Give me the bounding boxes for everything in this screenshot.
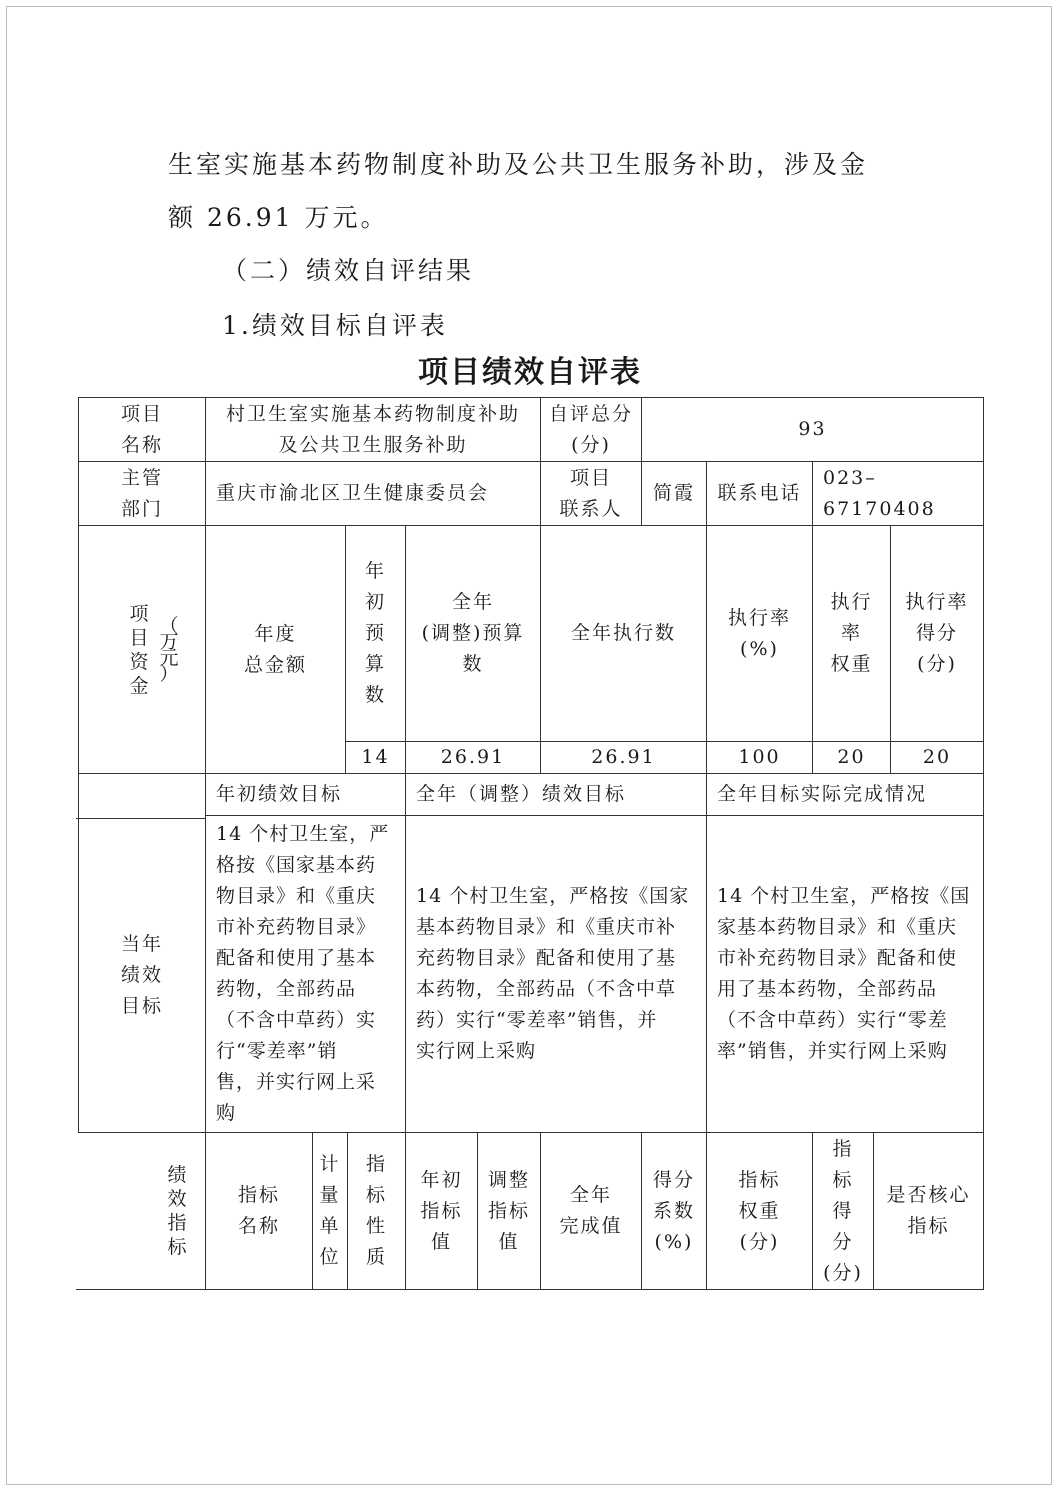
initial-value-header: 年初 指标 值 bbox=[420, 1168, 463, 1253]
subsection-heading: 1.绩效目标自评表 bbox=[222, 311, 448, 340]
exec-score-label: 执行率 得分 (分) bbox=[905, 591, 969, 675]
gridline bbox=[983, 397, 984, 1290]
exec-weight-label: 执行 率 权重 bbox=[830, 591, 873, 675]
adjusted-goal-header: 全年（调整）绩效目标 bbox=[416, 783, 627, 805]
completed-value-header: 全年 完成值 bbox=[559, 1184, 623, 1237]
indicators-label: 绩 效 指 标 bbox=[167, 1164, 189, 1258]
funds-label: 项 目 资 金 bbox=[129, 602, 151, 697]
initial-budget-label: 年 初 预 算 数 bbox=[364, 560, 386, 706]
indicator-unit-header: 计 量 单 位 bbox=[319, 1153, 341, 1268]
paragraph-line-1: 生室实施基本药物制度补助及公共卫生服务补助，涉及金 bbox=[168, 150, 869, 179]
exec-rate-value: 100 bbox=[738, 746, 781, 768]
contact-value: 简霞 bbox=[652, 482, 695, 504]
actual-goal-text: 14 个村卫生室，严格按《国 家基本药物目录》和《重庆 市补充药物目录》配备和使 用了基本药物，全部药品 （不含中草药）实行“零差 率”销售，并实行网上采购 bbox=[717, 885, 971, 1062]
actual-goal-header: 全年目标实际完成情况 bbox=[717, 783, 928, 805]
project-name-value: 村卫生室实施基本药物制度补助 及公共卫生服务补助 bbox=[225, 402, 520, 456]
gridline bbox=[205, 1289, 984, 1290]
executed-value: 26.91 bbox=[591, 746, 656, 768]
initial-goal-header: 年初绩效目标 bbox=[216, 783, 343, 805]
adjusted-value-header: 调整 指标 值 bbox=[487, 1168, 530, 1253]
exec-score-value: 20 bbox=[922, 746, 952, 768]
phone-value: 023–67170408 bbox=[823, 466, 936, 520]
score-coef-header: 得分 系数 (%) bbox=[652, 1168, 695, 1253]
total-score-value: 93 bbox=[798, 418, 827, 440]
adjusted-budget-label: 全年 (调整)预算 数 bbox=[421, 591, 525, 675]
table-title: 项目绩效自评表 bbox=[418, 355, 642, 390]
dept-label: 主管 部门 bbox=[120, 466, 163, 520]
dept-value: 重庆市渝北区卫生健康委员会 bbox=[216, 482, 490, 504]
executed-label: 全年执行数 bbox=[570, 622, 676, 644]
indicator-score-header: 指 标 得 分 (分) bbox=[823, 1137, 863, 1284]
goals-label: 当年 绩效 目标 bbox=[120, 933, 163, 1017]
indicator-nature-header: 指 标 性 质 bbox=[365, 1153, 387, 1268]
adjusted-budget-value: 26.91 bbox=[440, 746, 506, 768]
exec-rate-label: 执行率 (%) bbox=[727, 606, 791, 660]
indicator-weight-header: 指标 权重 (分) bbox=[738, 1168, 781, 1253]
gridline bbox=[76, 1289, 206, 1290]
initial-budget-value: 14 bbox=[361, 746, 390, 768]
phone-label: 联系电话 bbox=[717, 482, 802, 504]
paragraph-line-2: 额 26.91 万元。 bbox=[168, 203, 389, 232]
section-heading: （二）绩效自评结果 bbox=[222, 256, 475, 285]
funds-unit: （ 万 元 ） bbox=[159, 614, 181, 685]
adjusted-goal-text: 14 个村卫生室，严格按《国家 基本药物目录》和《重庆市补 充药物目录》配备和使用了基 本药物，全部药品（不含中草 药）实行“零差率”销售，并 实行网上采购 bbox=[416, 885, 690, 1062]
total-score-label: 自评总分 (分) bbox=[548, 402, 633, 456]
annual-total-label: 年度 总金额 bbox=[243, 622, 307, 676]
exec-weight-value: 20 bbox=[837, 746, 866, 768]
contact-label: 项目 联系人 bbox=[559, 466, 623, 520]
initial-goal-text: 14 个村卫生室，严 格按《国家基本药 物目录》和《重庆 市补充药物目录》 配备和使用了基本 药物，全部药品 （不含中草药）实 行“零差率”销 售，并实行网上采 购 bbox=[216, 823, 390, 1124]
indicator-name-header: 指标 名称 bbox=[237, 1184, 280, 1237]
is-core-header: 是否核心 指标 bbox=[886, 1184, 971, 1237]
project-name-label: 项目 名称 bbox=[120, 402, 163, 456]
